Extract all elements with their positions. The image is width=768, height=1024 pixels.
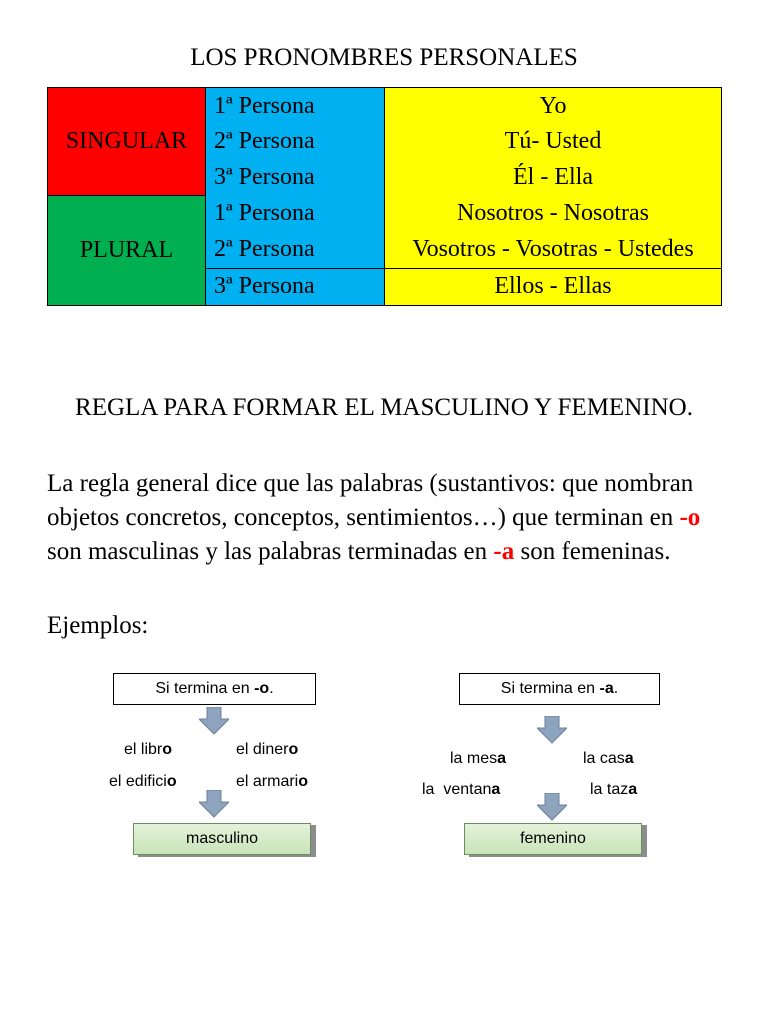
page-title: LOS PRONOMBRES PERSONALES [190,44,578,71]
down-arrow-icon [199,707,229,735]
rule-heading: REGLA PARA FORMAR EL MASCULINO Y FEMENINO. [75,394,693,421]
word-stem: el libr [124,741,163,758]
pronoun-cell: Yo [385,88,722,125]
example-word [236,773,308,791]
down-arrow-icon [537,716,567,744]
word-stem: la ventan [422,781,492,798]
rule-text-3: son femeninas. [514,538,671,565]
example-word [583,750,634,768]
example-word [124,741,172,759]
word-stem: la cas [583,750,625,767]
down-arrow-icon [537,793,567,821]
box-ending: -o [254,680,270,697]
rule-text-2: son masculinas y las palabras terminadas en [47,538,494,565]
pronoun-cell: Nosotros - Nosotras [385,196,722,232]
example-word [422,781,500,799]
example-word [450,750,506,768]
rule-text-1: La regla general dice que las palabras (sustantivos: que nombran objetos concretos, conceptos, sentimientos…) que terminan en [47,470,694,531]
box-period: . [269,680,274,697]
box-text: Si termina en [155,680,255,697]
pronoun-cell: Él - Ella [385,160,722,196]
persona-cell: 1ª Persona [206,196,385,232]
pronouns-table [47,87,722,306]
box-ending: -a [599,680,614,697]
rule-paragraph [47,467,727,569]
word-ending: o [288,741,299,758]
feminine-rule-box [459,673,660,705]
persona-cell: 3ª Persona [206,160,385,196]
ending-a-highlight: -a [493,538,515,565]
persona-cell: 2ª Persona [206,232,385,269]
table-row [48,196,722,232]
persona-cell: 3ª Persona [206,268,385,305]
example-word [109,773,177,791]
box-text: Si termina en [500,680,600,697]
word-ending: o [166,773,177,790]
pronoun-cell: Vosotros - Vosotras - Ustedes [385,232,722,269]
singular-label: SINGULAR [48,88,206,196]
word-stem: la taz [590,781,629,798]
word-stem: la mes [450,750,498,767]
example-word [590,781,637,799]
masculine-result: masculino [133,823,311,855]
persona-cell: 2ª Persona [206,124,385,160]
plural-label: PLURAL [48,196,206,306]
word-stem: el armari [236,773,299,790]
pronoun-cell: Ellos - Ellas [385,268,722,305]
pronoun-cell: Tú- Usted [385,124,722,160]
word-ending: a [628,781,638,798]
word-ending: a [491,781,501,798]
example-word [236,741,298,759]
box-period: . [613,680,619,697]
examples-label: Ejemplos: [47,612,149,639]
word-ending: o [162,741,173,758]
masculine-rule-box [113,673,316,705]
ending-o-highlight: -o [679,504,701,531]
word-ending: a [497,750,507,767]
word-ending: o [298,773,309,790]
down-arrow-icon [199,790,229,818]
word-stem: el diner [236,741,289,758]
feminine-result: femenino [464,823,642,855]
word-stem: el edifici [109,773,167,790]
word-ending: a [624,750,634,767]
table-row [48,88,722,125]
persona-cell: 1ª Persona [206,88,385,125]
